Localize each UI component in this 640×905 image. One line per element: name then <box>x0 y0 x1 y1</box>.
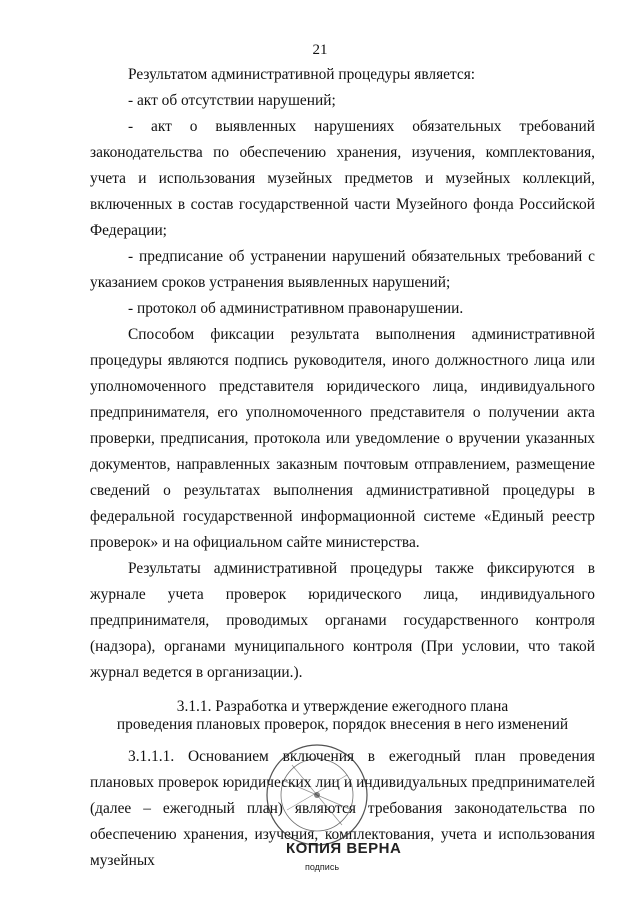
section-heading <box>90 698 595 734</box>
paragraph-basis: 3.1.1.1. Основанием включения в ежегодный план проведения плановых проверок юридических лиц и индивидуальных предпринимателей (далее – ежегодный план) являются требования законодательства по обеспечению хранения, изучения, комплектования, учета и использования музейных <box>90 748 595 869</box>
section-heading-line-1: 3.1.1. Разработка и утверждение ежегодного плана <box>176 698 509 715</box>
list-item-violations-act: - акт о выявленных нарушениях обязательных требований законодательства по обеспечению хранения, изучения, комплектования, учета и использования музейных предметов и музейных коллекций, включенных в состав государственной части Музейного фонда Российской Федерации; <box>90 118 595 239</box>
list-item-prescription: - предписание об устранении нарушений обязательных требований с указанием сроков устранения выявленных нарушений; <box>90 248 595 291</box>
page-number: 21 <box>312 42 328 58</box>
list-item-protocol: - протокол об административном правонарушении. <box>128 300 464 317</box>
stamp-signature-label: подпись <box>305 862 340 872</box>
stamp-copy-verified: КОПИЯ ВЕРНА <box>286 840 402 857</box>
section-heading-line-2: проведения плановых проверок, порядок внесения в него изменений <box>116 716 569 733</box>
list-item-no-violations: - акт об отсутствии нарушений; <box>128 92 336 109</box>
paragraph-journal: Результаты административной процедуры также фиксируются в журнале учета проверок юридического лица, индивидуального предпринимателя, проводимых органами государственного контроля (надзора), органами муниципального контроля (При условии, что такой журнал ведется в организации.). <box>90 560 595 681</box>
paragraph-fixation-method: Способом фиксации результата выполнения административной процедуры являются подпись руководителя, иного должностного лица или уполномоченного представителя юридического лица, индивидуального предпринимателя, его уполномоченного представителя о получении акта проверки, предписания, протокола или уведомление о вручении указанных документов, направленных заказным почтовым отправлением, размещение сведений о результатах выполнения административной процедуры в федеральной государственной информационной системе «Единый реестр проверок» и на официальном сайте министерства. <box>90 326 595 551</box>
paragraph-result-intro: Результатом административной процедуры является: <box>128 66 476 83</box>
